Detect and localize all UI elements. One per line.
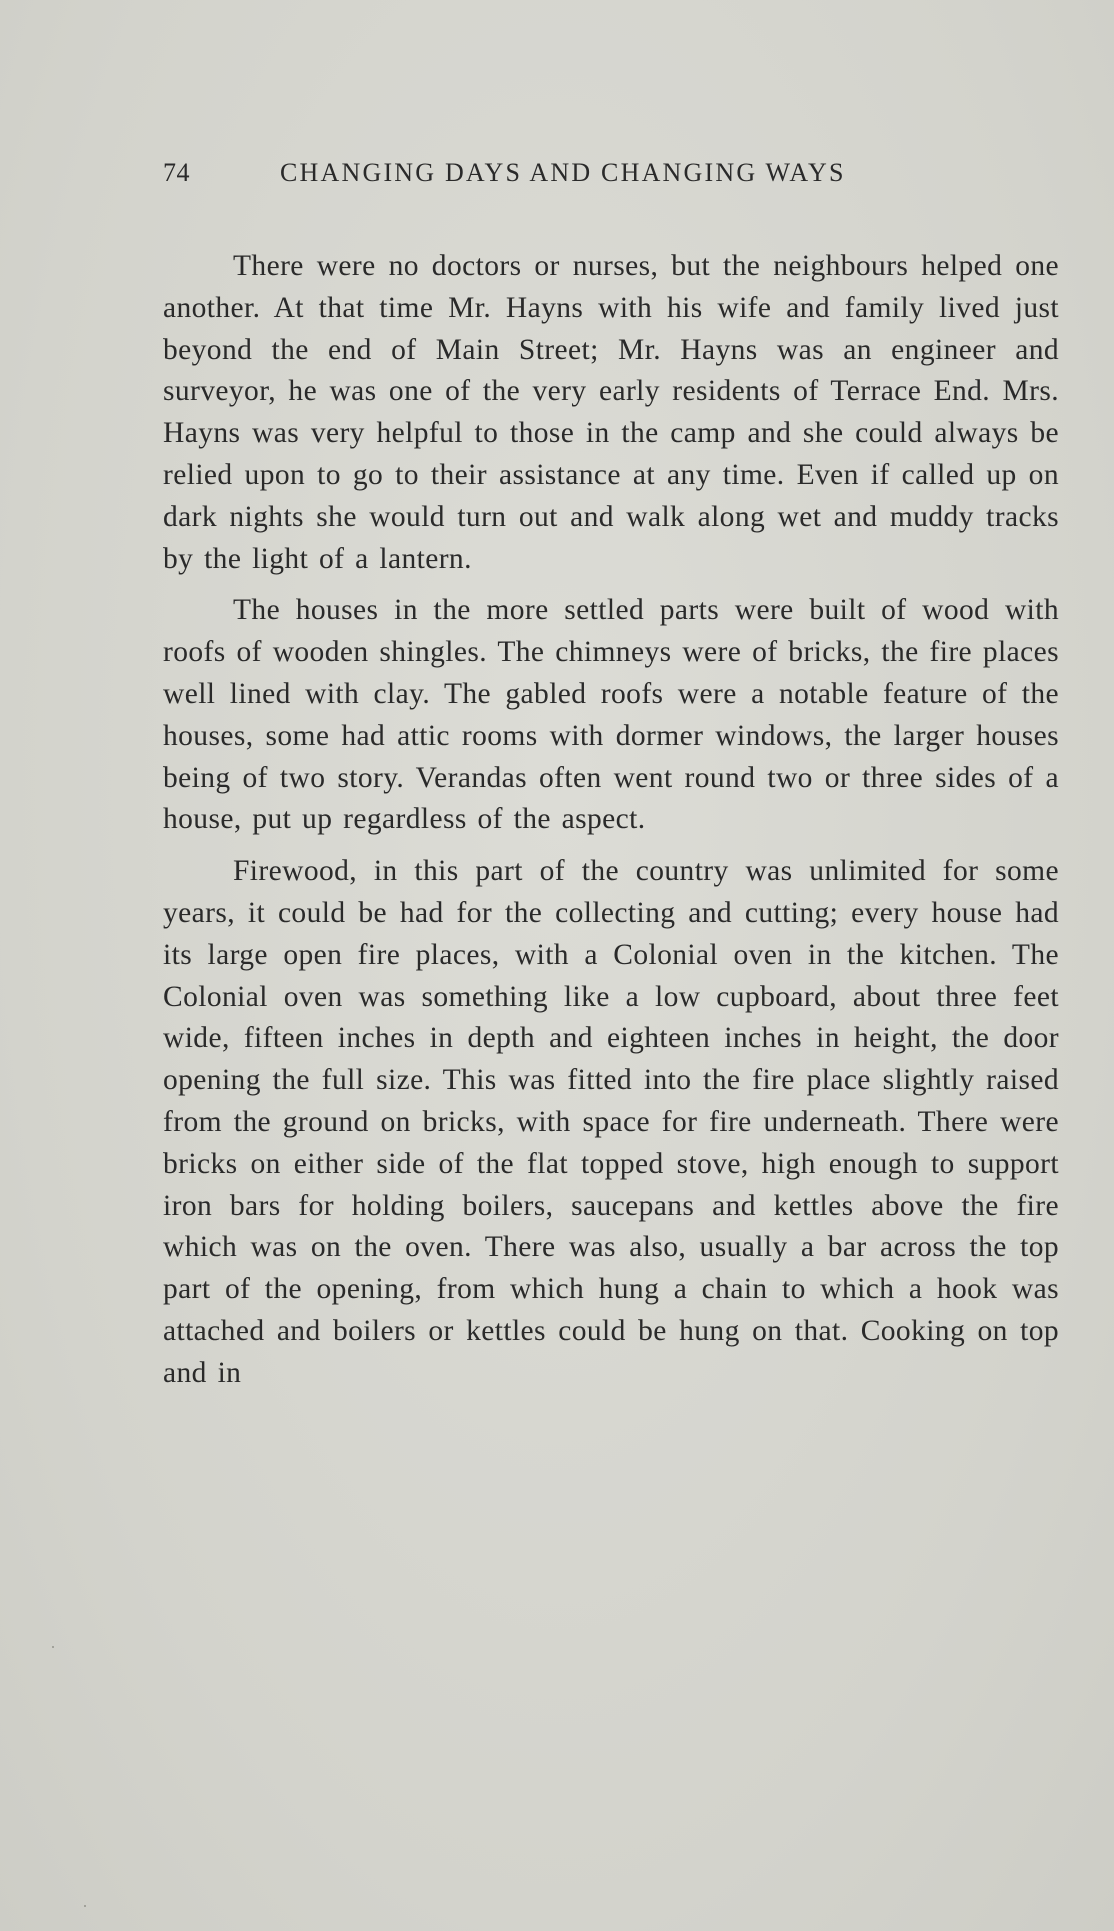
paragraph-doctors: There were no doctors or nurses, but the neighbours helped one another. At that time Mr. Hayns with his wife and family lived just beyond the end of Main Street; Mr. Hayns was an engineer and surveyor, he was one of the very early residents of Terrace End. Mrs. Hayns was very helpful to those in the camp and she could always be relied upon to go to their assistance at any time. Even if called up on dark nights she would turn out and walk along wet and muddy tracks by the light of a lantern. (163, 250, 1059, 575)
paragraph-firewood: Firewood, in this part of the country was unlimited for some years, it could be had for the collecting and cutting; every house had its large open fire places, with a Colonial oven in the kitchen. The Colonial oven was something like a low cupboard, about three feet wide, fifteen inches in depth and eighteen inches in height, the door opening the full size. This was fitted into the fire place slightly raised from the ground on bricks, with space for fire underneath. There were bricks on either side of the flat topped stove, high enough to support iron bars for holding boilers, saucepans and kettles above the fire which was on the oven. There was also, usually a bar across the top part of the opening, from which hung a chain to which a hook was attached and boilers or kettles could be hung on that. Cooking on top and in (163, 855, 1059, 1389)
page-number: 74 (163, 158, 190, 187)
paragraph-houses: The houses in the more settled parts were built of wood with roofs of wooden shingles. The chimneys were of bricks, the fire places well lined with clay. The gabled roofs were a notable feature of the houses, some had attic rooms with dormer windows, the larger houses being of two story. Verandas often went round two or three sides of a house, put up regardless of the aspect. (163, 594, 1059, 836)
paper-speck (84, 1905, 86, 1907)
body-text (163, 246, 1059, 1395)
paper-speck (52, 1646, 54, 1648)
running-title: CHANGING DAYS AND CHANGING WAYS (280, 158, 846, 187)
running-head (163, 158, 949, 198)
